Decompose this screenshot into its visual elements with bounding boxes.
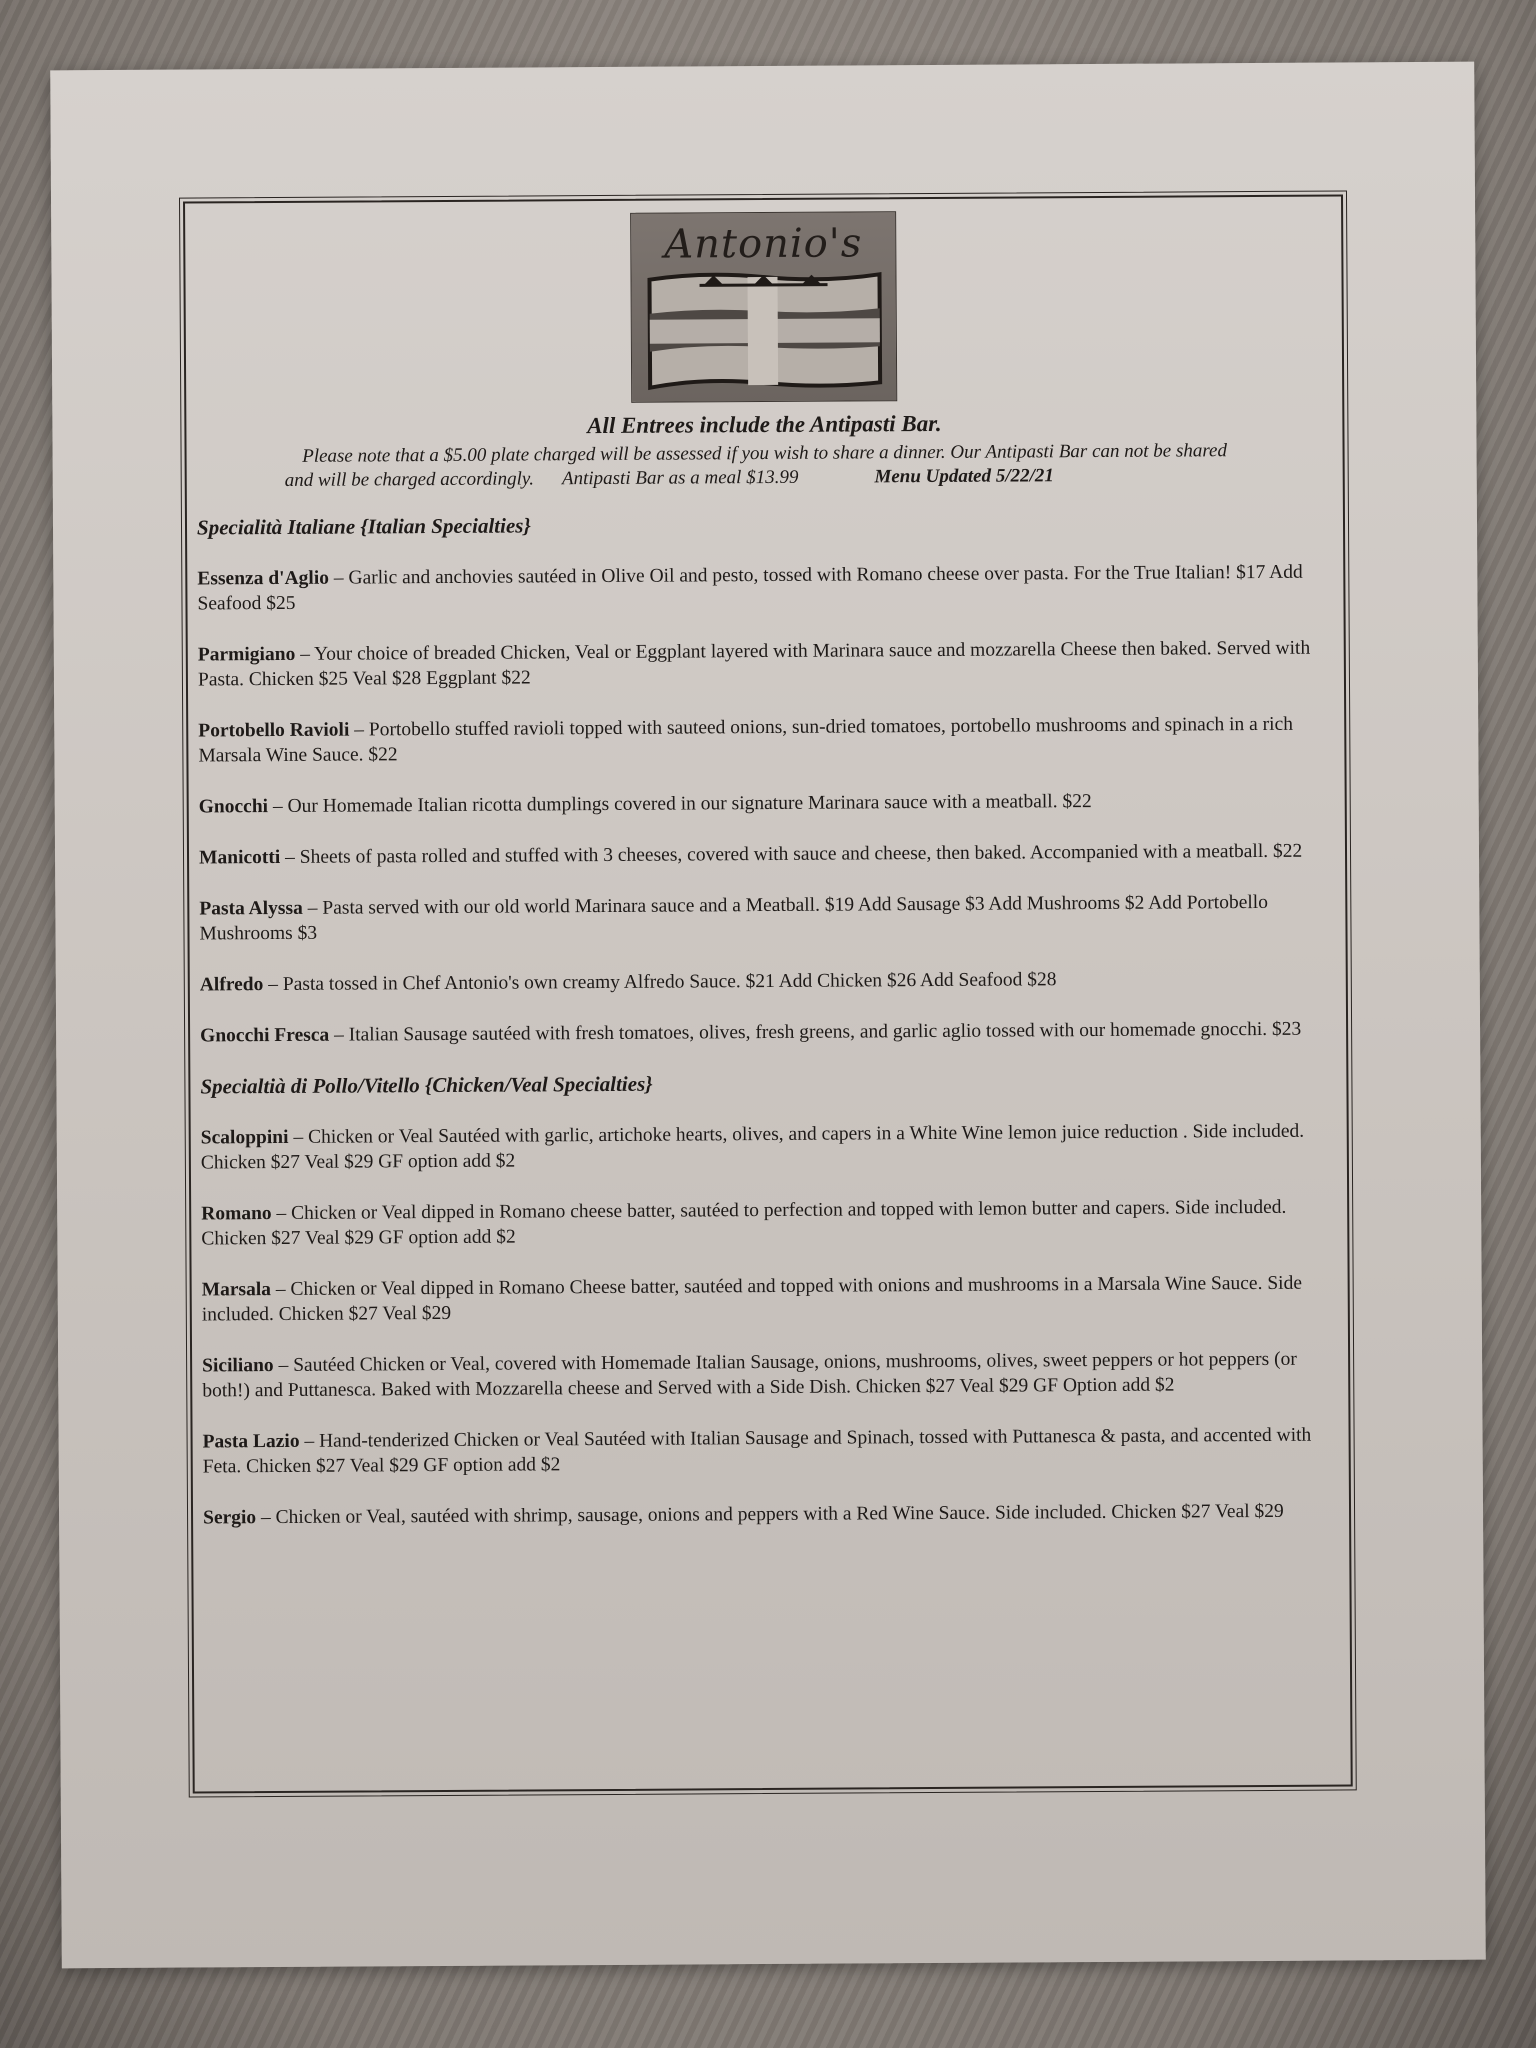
menu-item [200, 966, 1336, 998]
menu-item [201, 1119, 1337, 1176]
item-description: – Hand-tenderized Chicken or Veal Sautéed with Italian Sausage and Spinach, tossed with Puttanesca & pasta, and accented with Feta. Chicken $27 Veal $29 GF option add $2 [202, 1424, 1312, 1478]
antipasti-meal-price: Antipasti Bar as a meal $13.99 [561, 466, 799, 490]
share-note-continued: and will be charged accordingly. [284, 468, 535, 491]
item-description: – Pasta served with our old world Marinara sauce and a Meatball. $19 Add Sausage $3 Add Mushrooms $2 Add Portobello Mushrooms $3 [199, 891, 1268, 945]
menu-item [202, 1271, 1338, 1328]
item-name: Pasta Alyssa [199, 897, 303, 920]
item-description: – Sheets of pasta rolled and stuffed with 3 cheeses, covered with sauce and cheese, then baked. Accompanied with a meatball. $22 [280, 840, 1303, 868]
header-title: All Entrees include the Antipasti Bar. [587, 410, 942, 439]
section-title: Specialità Italiane {Italian Specialties} [196, 513, 531, 540]
item-description: – Chicken or Veal dipped in Romano cheese batter, sautéed to perfection and topped with lemon butter and capers. Side included. Chicken $27 Veal $29 GF option add $2 [201, 1196, 1287, 1250]
menu-item [198, 712, 1334, 769]
menu-item [202, 1347, 1338, 1404]
menu-item [199, 839, 1335, 871]
item-name: Siciliano [202, 1355, 274, 1377]
share-note: Please note that a $5.00 plate charged will be assessed if you wish to share a dinner. Our Antipasti Bar can not be shared [302, 440, 1228, 467]
item-description: – Portobello stuffed ravioli topped with sauteed onions, sun-dried tomatoes, portobello mushrooms and spinach in a rich Marsala Wine Sauce. $22 [198, 713, 1294, 767]
item-name: Manicotti [198, 846, 281, 869]
menu-item [197, 560, 1333, 617]
menu-paper [50, 62, 1486, 1969]
item-name: Alfredo [199, 974, 264, 996]
item-description: – Chicken or Veal Sautéed with garlic, artichoke hearts, olives, and capers in a White Wine lemon juice reduction . Side included. Chicken $27 Veal $29 GF option add $2 [200, 1120, 1305, 1174]
item-name: Marsala [201, 1279, 272, 1301]
menu-item [198, 636, 1334, 693]
item-description: – Pasta tossed in Chef Antonio's own creamy Alfredo Sauce. $21 Add Chicken $26 Add Seafood $28 [263, 969, 1057, 996]
section-title: Specialtià di Pollo/Vitello {Chicken/Veal Specialties} [200, 1071, 653, 1099]
flag-icon [643, 270, 886, 391]
menu-frame [183, 194, 1353, 1793]
item-description: – Italian Sausage sautéed with fresh tomatoes, olives, fresh greens, and garlic aglio tossed with our homemade gnocchi. $23 [329, 1018, 1302, 1046]
menu-item [199, 788, 1335, 820]
item-name: Pasta Lazio [202, 1430, 300, 1453]
menu-item [203, 1423, 1339, 1480]
item-name: Romano [201, 1203, 272, 1225]
section-chicken-veal-specialties [200, 1068, 1339, 1531]
menu-updated-date: Menu Updated 5/22/21 [874, 465, 1054, 488]
item-name: Portobello Ravioli [198, 719, 350, 742]
item-description: – Garlic and anchovies sautéed in Olive Oil and pesto, tossed with Romano cheese over pasta. For the True Italian! $17 Add Seafood $25 [197, 561, 1303, 615]
item-description: – Your choice of breaded Chicken, Veal or Eggplant layered with Marinara sauce and mozzarella Cheese then baked. Served with Pasta. Chicken $25 Veal $28 Eggplant $22 [197, 637, 1311, 691]
section-italian-specialties [197, 509, 1336, 1049]
item-name: Gnocchi [198, 796, 269, 818]
menu-item [199, 890, 1335, 947]
item-name: Sergio [202, 1507, 257, 1529]
item-name: Gnocchi Fresca [200, 1024, 330, 1047]
item-description: – Chicken or Veal, sautéed with shrimp, sausage, onions and peppers with a Red Wine Sauce. Side included. Chicken $27 Veal $29 [256, 1500, 1284, 1529]
menu-header [196, 409, 1332, 494]
menu-item [200, 1017, 1336, 1049]
item-name: Parmigiano [197, 643, 296, 666]
item-name: Essenza d'Aglio [197, 567, 330, 590]
logo-text: Antonio's [664, 220, 863, 268]
restaurant-logo [630, 211, 897, 403]
item-name: Scaloppini [200, 1126, 289, 1149]
menu-item [201, 1195, 1337, 1252]
menu-item [203, 1499, 1339, 1531]
item-description: – Our Homemade Italian ricotta dumplings covered in our signature Marinara sauce with a meatball. $22 [267, 791, 1092, 818]
item-description: – Sautéed Chicken or Veal, covered with Homemade Italian Sausage, onions, mushrooms, olives, sweet peppers or hot peppers (or both!) and Puttanesca. Baked with Mozzarella cheese and Served with a Side Dish. Chicken $27 Veal $29 GF Option add $2 [202, 1348, 1297, 1402]
item-description: – Chicken or Veal dipped in Romano Cheese batter, sautéed and topped with onions and mushrooms in a Marsala Wine Sauce. Side included. Chicken $27 Veal $29 [201, 1272, 1303, 1326]
